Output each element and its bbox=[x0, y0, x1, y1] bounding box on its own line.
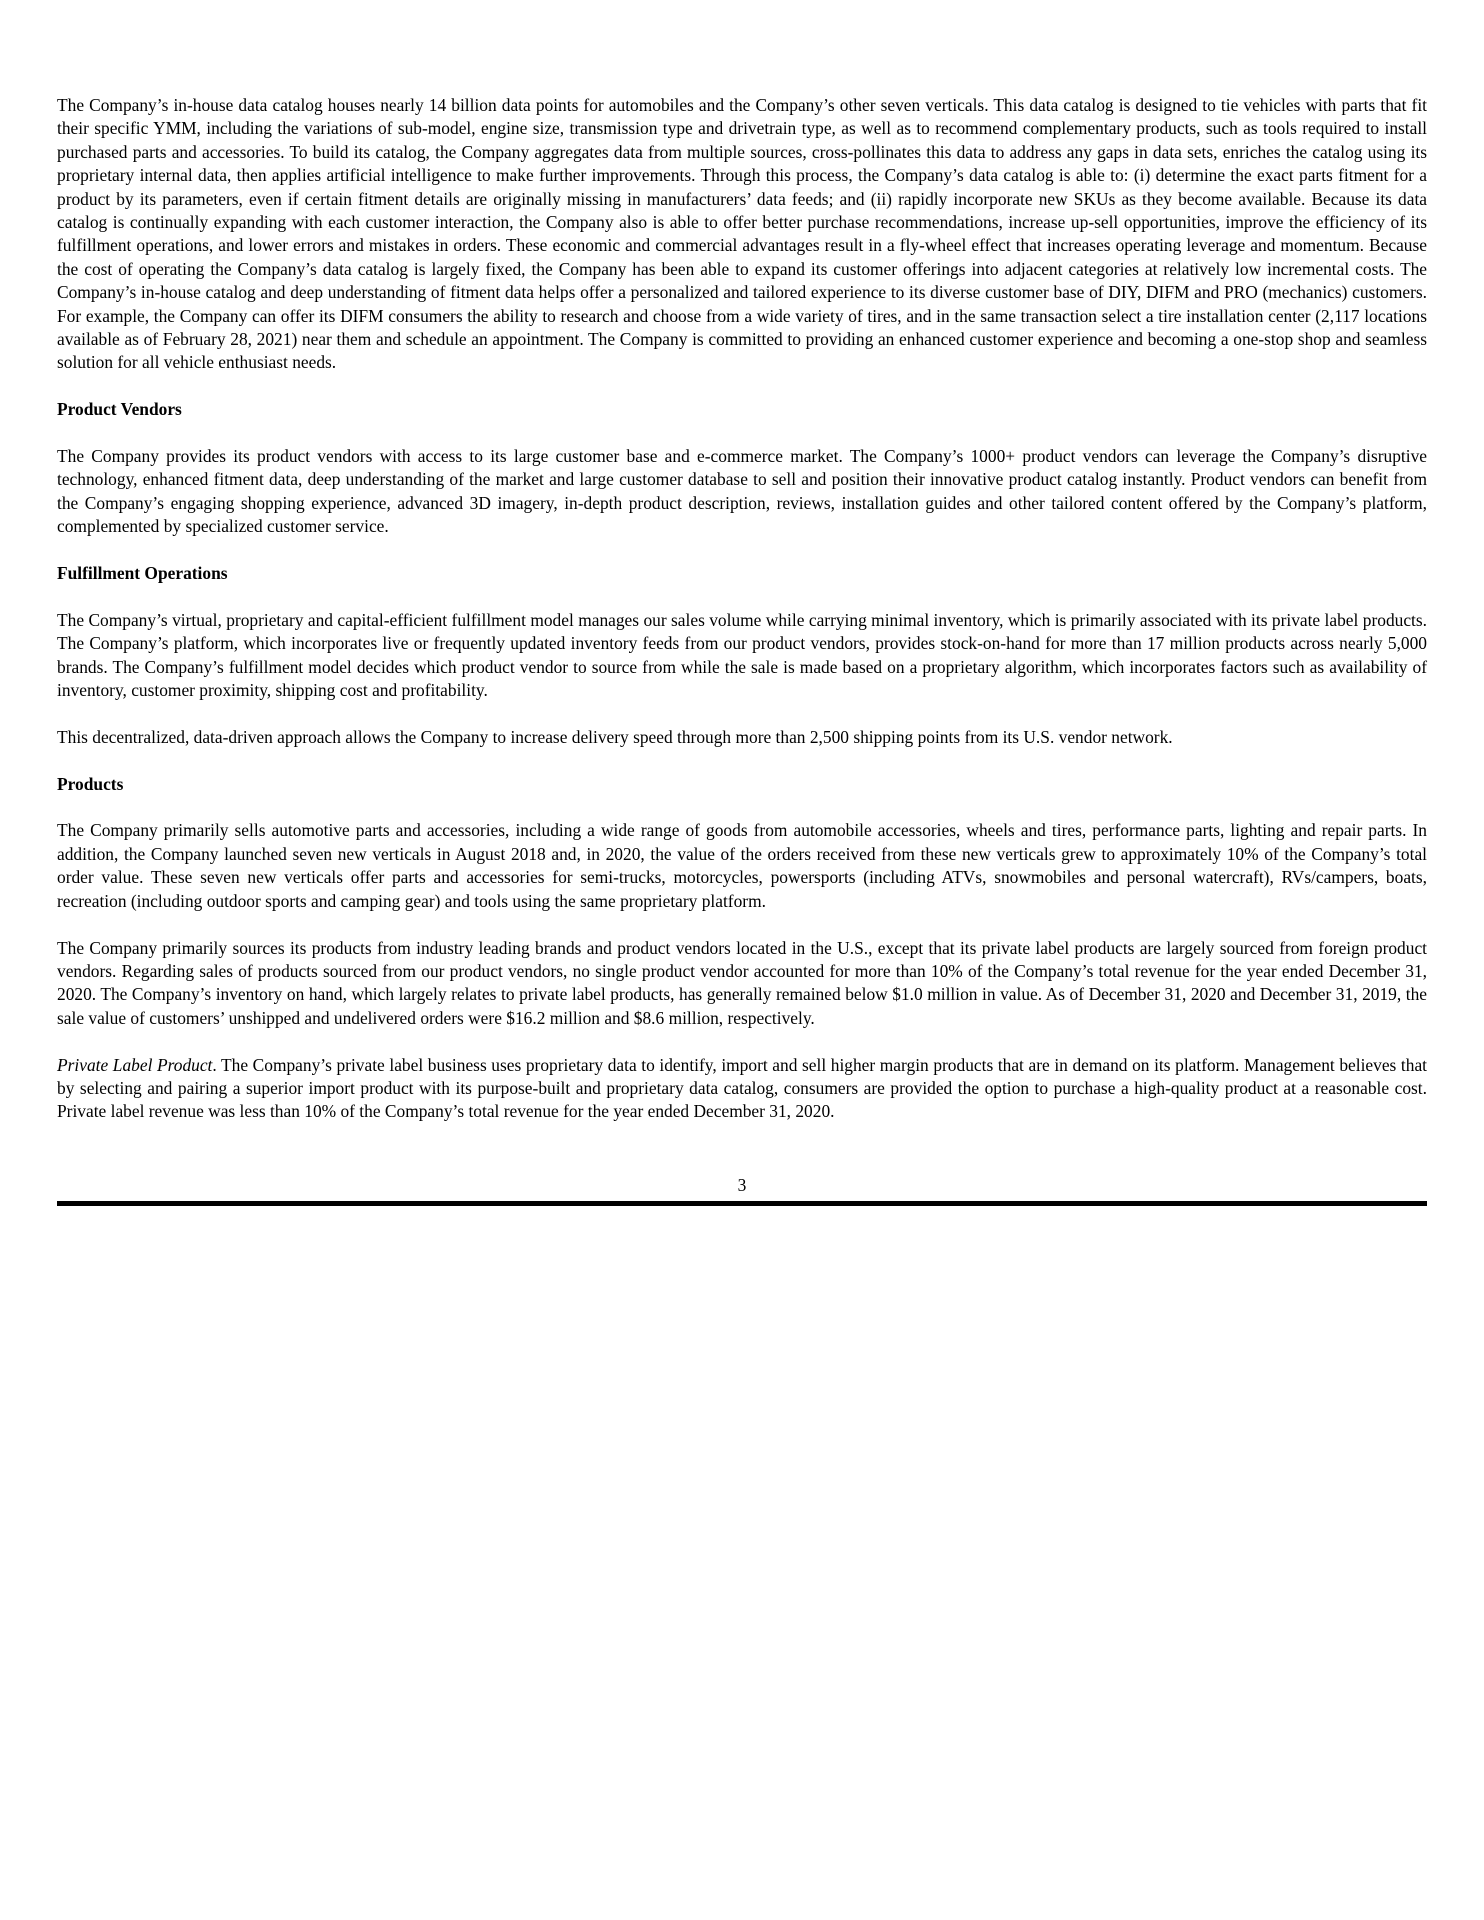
paragraph-product-sourcing: The Company primarily sources its products from industry leading brands and product vendors located in the U.S., except that its private label products are largely sourced from foreign product vendors. Regarding sales of products sourced from our product vendors, no single product vendor accounted for more than 10% of the Company’s total revenue for the year ended December 31, 2020. The Company’s inventory on hand, which largely relates to private label products, has generally remained below $1.0 million in value. As of December 31, 2020 and December 31, 2019, the sale value of customers’ unshipped and undelivered orders were $16.2 million and $8.6 million, respectively. bbox=[57, 937, 1427, 1028]
page-number: 3 bbox=[737, 1174, 747, 1195]
paragraph-data-catalog: The Company’s in-house data catalog houses nearly 14 billion data points for automobiles and the Company’s other seven verticals. This data catalog is designed to tie vehicles with parts that fit their specific YMM, including the variations of sub-model, engine size, transmission type and drivetrain type, as well as to recommend complementary products, such as tools required to install purchased parts and accessories. To build its catalog, the Company aggregates data from multiple sources, cross-pollinates this data to address any gaps in data sets, enriches the catalog using its proprietary internal data, then applies artificial intelligence to make further improvements. Through this process, the Company’s data catalog is able to: (i) determine the exact parts fitment for a product by its parameters, even if certain fitment details are originally missing in manufacturers’ data feeds; and (ii) rapidly incorporate new SKUs as they become available. Because its data catalog is continually expanding with each customer interaction, the Company also is able to offer better purchase recommendations, increase up-sell opportunities, improve the efficiency of its fulfillment operations, and lower errors and mistakes in orders. These economic and commercial advantages result in a fly-wheel effect that increases operating leverage and momentum. Because the cost of operating the Company’s data catalog is largely fixed, the Company has been able to expand its customer offerings into adjacent categories at relatively low incremental costs. The Company’s in-house catalog and deep understanding of fitment data helps offer a personalized and tailored experience to its diverse customer base of DIY, DIFM and PRO (mechanics) customers. For example, the Company can offer its DIFM consumers the ability to research and choose from a wide variety of tires, and in the same transaction select a tire installation center (2,117 locations available as of February 28, 2021) near them and schedule an appointment. The Company is committed to providing an enhanced customer experience and becoming a one-stop shop and seamless solution for all vehicle enthusiast needs. bbox=[57, 95, 1427, 373]
paragraph-decentralized-approach: This decentralized, data-driven approach allows the Company to increase delivery speed through more than 2,500 shipping points from its U.S. vendor network. bbox=[57, 726, 1173, 747]
page-footer bbox=[57, 1174, 1427, 1206]
paragraph-products-sold: The Company primarily sells automotive parts and accessories, including a wide range of goods from automobile accessories, wheels and tires, performance parts, lighting and repair parts. In addition, the Company launched seven new verticals in August 2018 and, in 2020, the value of the orders received from these new verticals grew to approximately 10% of the Company’s total order value. These seven new verticals offer parts and accessories for semi-trucks, motorcycles, powersports (including ATVs, snowmobiles and personal watercraft), RVs/campers, boats, recreation (including outdoor sports and camping gear) and tools using the same proprietary platform. bbox=[57, 820, 1427, 911]
private-label-body: . The Company’s private label business uses proprietary data to identify, import and sell higher margin products that are in demand on its platform. Management believes that by selecting and pairing a superior import product with its purpose-built and proprietary data catalog, consumers are provided the option to purchase a high-quality product at a reasonable cost. Private label revenue was less than 10% of the Company’s total revenue for the year ended December 31, 2020. bbox=[57, 1054, 1427, 1122]
heading-fulfillment-operations: Fulfillment Operations bbox=[57, 563, 228, 584]
private-label-lead-phrase: Private Label Product bbox=[57, 1054, 213, 1075]
heading-product-vendors: Product Vendors bbox=[57, 399, 182, 420]
paragraph-fulfillment-model: The Company’s virtual, proprietary and capital-efficient fulfillment model manages our sales volume while carrying minimal inventory, which is primarily associated with its private label products. The Company’s platform, which incorporates live or frequently updated inventory feeds from our product vendors, provides stock-on-hand for more than 17 million products across nearly 5,000 brands. The Company’s fulfillment model decides which product vendor to source from while the sale is made based on a proprietary algorithm, which incorporates factors such as availability of inventory, customer proximity, shipping cost and profitability. bbox=[57, 609, 1427, 701]
paragraph-product-vendors: The Company provides its product vendors with access to its large customer base and e-commerce market. The Company’s 1000+ product vendors can leverage the Company’s disruptive technology, enhanced fitment data, deep understanding of the market and large customer database to sell and position their innovative product catalog instantly. Product vendors can benefit from the Company’s engaging shopping experience, advanced 3D imagery, in-depth product description, reviews, installation guides and other tailored content offered by the Company’s platform, complemented by specialized customer service. bbox=[57, 446, 1427, 537]
heading-products: Products bbox=[57, 773, 124, 794]
footer-divider-rule bbox=[57, 1201, 1427, 1206]
paragraph-private-label bbox=[57, 1054, 1427, 1124]
